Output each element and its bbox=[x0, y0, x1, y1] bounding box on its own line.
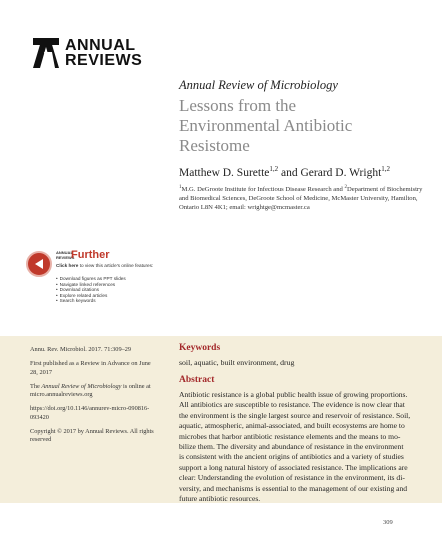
abstract-line: versity, and mechanisms is essential to the management of our existing and bbox=[179, 483, 408, 493]
annual-reviews-logo bbox=[33, 38, 183, 70]
title-line: Resistome bbox=[179, 136, 250, 155]
title-line: Environmental Antibiotic bbox=[179, 116, 353, 135]
click-here-text: to view this article's online features: bbox=[78, 263, 154, 268]
citation-info bbox=[30, 346, 158, 451]
ar-logo-icon bbox=[33, 38, 59, 68]
citation-journal-name: Annual Review of Microbiology bbox=[41, 382, 122, 390]
abstract-line: the environment is the single largest source and reservoir of resistance. Soil, bbox=[179, 410, 411, 420]
author-1-affil: 1,2 bbox=[269, 165, 279, 173]
logo-text-reviews: REVIEWS bbox=[65, 52, 143, 69]
click-here-link[interactable]: Click here bbox=[56, 263, 79, 268]
page-number: 309 bbox=[383, 519, 393, 526]
affil-text-2: Department of Biochemistry and Biomedical Sciences, DeGroote School of Medicine, McMaster University, Hamilton, Ontario L8N 4K1; email: wrightge@mcmaster.ca bbox=[179, 186, 423, 212]
abstract-line: Antibiotic resistance is a global public health issue of growing proportions. bbox=[179, 390, 408, 399]
title-line: Lessons from the bbox=[179, 96, 297, 115]
further-play-button[interactable] bbox=[26, 251, 52, 277]
keywords-text: soil, aquatic, built environment, drug bbox=[179, 358, 295, 367]
abstract-line: future antibiotic resources. bbox=[179, 494, 261, 504]
citation-published: First published as a Review in Advance on June 28, 2017 bbox=[30, 360, 151, 376]
abstract-line: bilize them. The diversity and abundance of resistance in the environment bbox=[179, 442, 404, 452]
citation-online-suffix: is online at micro.annualreviews.org bbox=[30, 382, 151, 399]
citation-online bbox=[30, 383, 158, 400]
citation-doi[interactable]: https://doi.org/10.1146/annurev-micro-090816-093420 bbox=[30, 405, 150, 421]
further-heading: Further bbox=[71, 249, 110, 261]
citation-copyright: Copyright © 2017 by Annual Reviews. All rights reserved bbox=[30, 428, 154, 444]
abstract-heading: Abstract bbox=[179, 375, 215, 385]
further-click-here[interactable] bbox=[56, 263, 156, 269]
further-small-line: ANNUAL bbox=[56, 250, 73, 255]
play-left-icon bbox=[35, 259, 43, 269]
further-feature-list bbox=[56, 276, 126, 304]
author-2-affil: 1,2 bbox=[381, 165, 391, 173]
keywords-heading: Keywords bbox=[179, 343, 221, 353]
logo-text-annual: ANNUAL bbox=[65, 37, 136, 54]
further-small-line: REVIEWS bbox=[56, 254, 75, 260]
abstract-line: is consistent with the ancient origins of antibiotics and a variety of studies bbox=[179, 452, 404, 462]
affil-text-1: M.G. DeGroote Institute for Infectious Disease Research and bbox=[181, 186, 345, 194]
journal-name: Annual Review of Microbiology bbox=[179, 78, 338, 92]
authors bbox=[179, 165, 390, 179]
list-item[interactable]: • Download figures as PPT slides bbox=[56, 276, 126, 282]
list-item[interactable]: • Download citations bbox=[56, 287, 126, 293]
authors-and: and bbox=[278, 166, 301, 179]
list-item[interactable]: • Search keywords bbox=[56, 298, 126, 304]
author-2[interactable]: Gerard D. Wright bbox=[300, 166, 382, 179]
abstract-line: microbes that harbor antibiotic resistance elements and the means to mo- bbox=[179, 431, 401, 441]
abstract-line: clear: Understanding the evolution of resistance in the environment, its di- bbox=[179, 473, 405, 483]
further-online-features[interactable] bbox=[26, 245, 156, 311]
affil-marker-2: 2 bbox=[344, 185, 347, 190]
list-item[interactable]: • Navigate linked references bbox=[56, 282, 126, 288]
author-1[interactable]: Matthew D. Surette bbox=[179, 166, 270, 179]
abstract-line: aquatic, atmospheric, animal-associated, and built ecosystems are home to bbox=[179, 421, 405, 431]
citation-online-prefix: The bbox=[30, 382, 42, 390]
affil-marker-1: 1 bbox=[179, 185, 182, 190]
list-item[interactable]: • Explore related articles bbox=[56, 293, 126, 299]
affiliations bbox=[179, 183, 429, 212]
citation-ref: Annu. Rev. Microbiol. 2017. 71:309–29 bbox=[30, 346, 132, 353]
abstract-line: support a long natural history of associated resistance. The implications are bbox=[179, 462, 408, 472]
article-title bbox=[179, 96, 429, 156]
abstract-line: All antibiotics are susceptible to resistance. The evidence is now clear that bbox=[179, 400, 405, 410]
abstract-text bbox=[179, 390, 435, 504]
